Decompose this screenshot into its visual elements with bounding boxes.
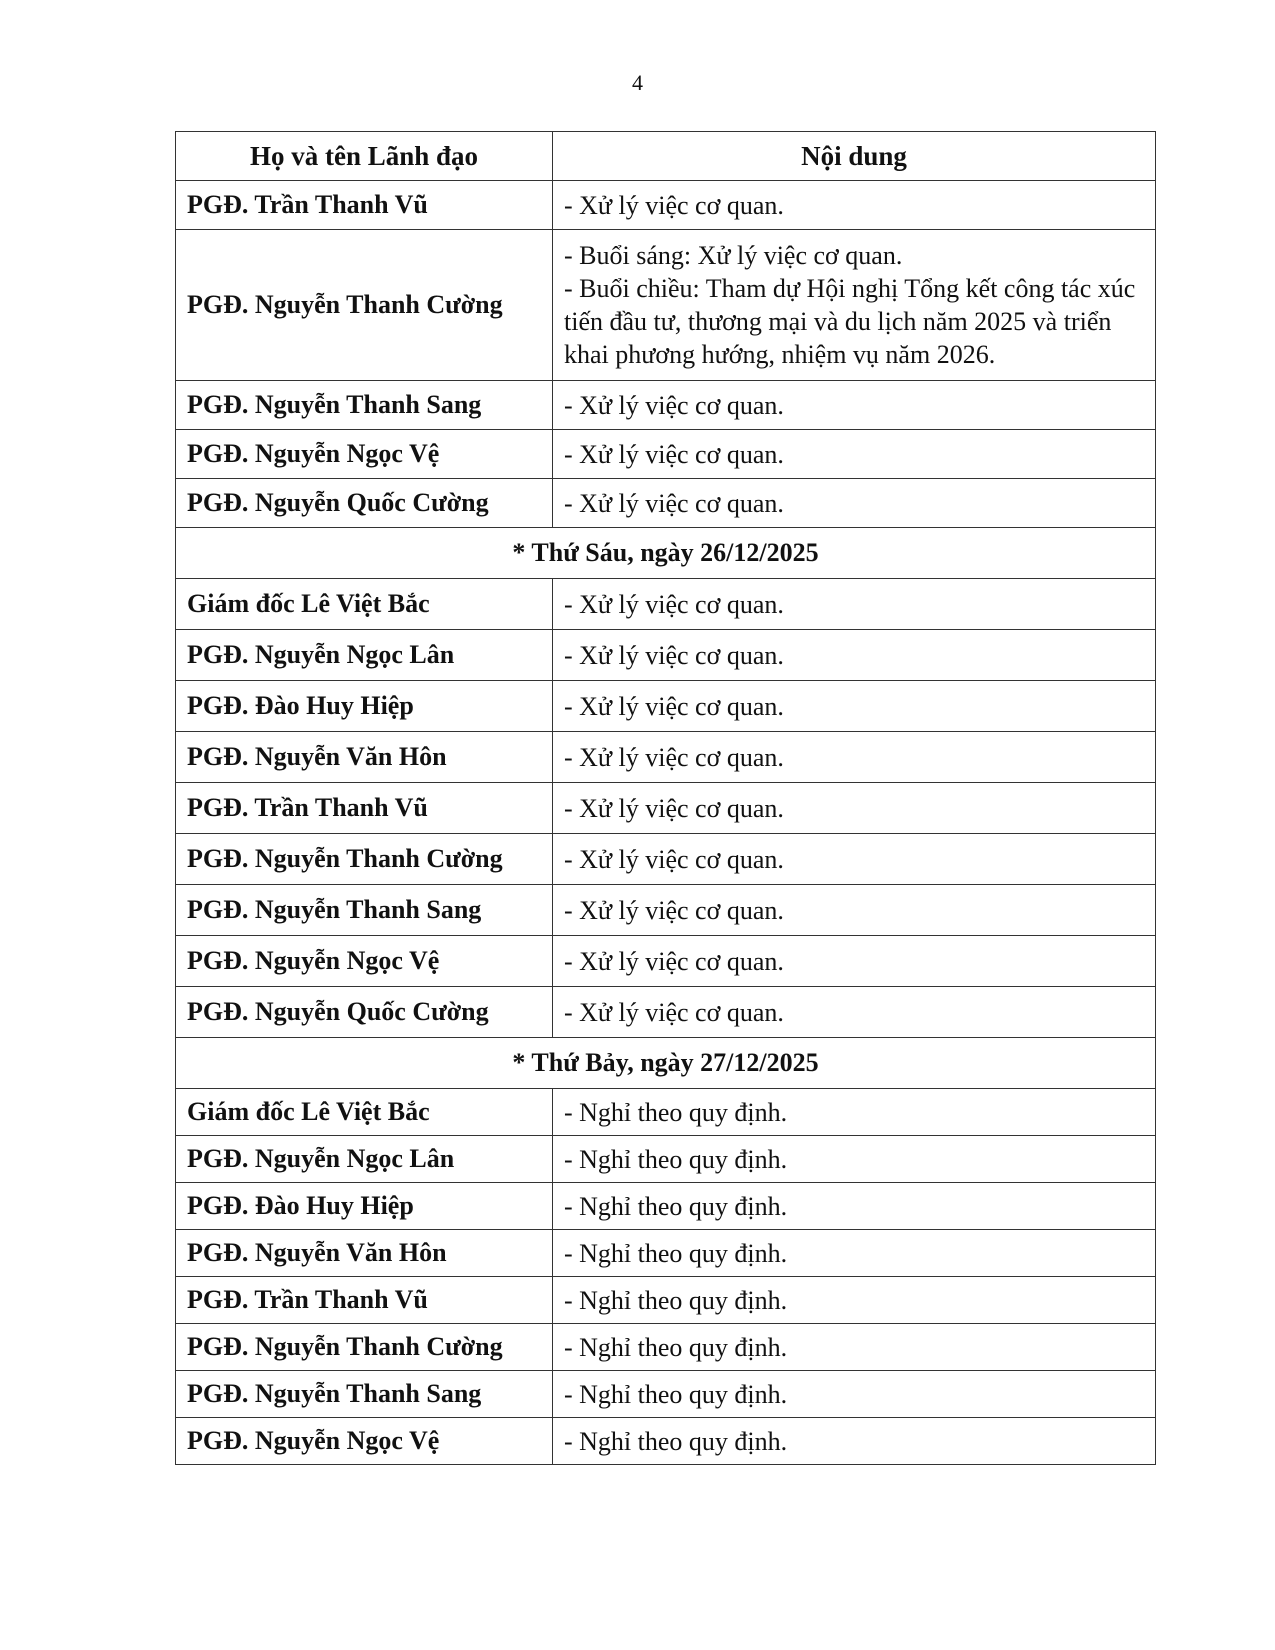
header-leader: Họ và tên Lãnh đạo (176, 132, 553, 181)
table-row (176, 783, 1156, 834)
task-content: - Xử lý việc cơ quan. (553, 430, 1156, 479)
day-header-row (176, 528, 1156, 579)
leader-name: PGĐ. Nguyễn Ngọc Vệ (176, 936, 553, 987)
table-row (176, 987, 1156, 1038)
table-row (176, 1324, 1156, 1371)
task-content: - Nghỉ theo quy định. (553, 1277, 1156, 1324)
table-row (176, 630, 1156, 681)
leader-name: PGĐ. Nguyễn Quốc Cường (176, 987, 553, 1038)
table-row (176, 181, 1156, 230)
table-row (176, 681, 1156, 732)
page-number: 4 (632, 70, 643, 95)
task-content: - Nghỉ theo quy định. (553, 1136, 1156, 1183)
leader-name: Giám đốc Lê Việt Bắc (176, 579, 553, 630)
task-content: - Xử lý việc cơ quan. (553, 681, 1156, 732)
day-header-friday: * Thứ Sáu, ngày 26/12/2025 (176, 528, 1156, 579)
table-row (176, 1230, 1156, 1277)
table-row (176, 1183, 1156, 1230)
header-content: Nội dung (553, 132, 1156, 181)
leader-name: PGĐ. Nguyễn Ngọc Lân (176, 1136, 553, 1183)
table-row (176, 230, 1156, 381)
leader-name: PGĐ. Nguyễn Văn Hôn (176, 732, 553, 783)
table-row (176, 381, 1156, 430)
leader-name: PGĐ. Nguyễn Ngọc Vệ (176, 1418, 553, 1465)
table-row (176, 1136, 1156, 1183)
table-row (176, 479, 1156, 528)
leader-name: PGĐ. Nguyễn Thanh Cường (176, 1324, 553, 1371)
leader-name: PGĐ. Nguyễn Thanh Sang (176, 1371, 553, 1418)
leader-name: PGĐ. Đào Huy Hiệp (176, 681, 553, 732)
table-row (176, 1277, 1156, 1324)
leader-name: PGĐ. Nguyễn Ngọc Vệ (176, 430, 553, 479)
leader-name: PGĐ. Đào Huy Hiệp (176, 1183, 553, 1230)
table-row (176, 834, 1156, 885)
leader-name: PGĐ. Trần Thanh Vũ (176, 1277, 553, 1324)
table-row (176, 1089, 1156, 1136)
task-content: - Xử lý việc cơ quan. (553, 783, 1156, 834)
task-content: - Xử lý việc cơ quan. (553, 987, 1156, 1038)
task-content: - Xử lý việc cơ quan. (553, 579, 1156, 630)
task-content: - Nghỉ theo quy định. (553, 1324, 1156, 1371)
day-header-row (176, 1038, 1156, 1089)
task-content: - Xử lý việc cơ quan. (553, 732, 1156, 783)
schedule-table (175, 131, 1156, 1465)
task-content: - Nghỉ theo quy định. (553, 1089, 1156, 1136)
task-line: - Buổi chiều: Tham dự Hội nghị Tổng kết công tác xúc tiến đầu tư, thương mại và du lịch năm 2025 và triển khai phương hướng, nhiệm vụ năm 2026. (564, 274, 1136, 369)
day-header-saturday: * Thứ Bảy, ngày 27/12/2025 (176, 1038, 1156, 1089)
task-content: - Nghỉ theo quy định. (553, 1418, 1156, 1465)
task-content: - Xử lý việc cơ quan. (553, 181, 1156, 230)
leader-name: PGĐ. Nguyễn Thanh Sang (176, 381, 553, 430)
task-content: - Xử lý việc cơ quan. (553, 936, 1156, 987)
leader-name: PGĐ. Nguyễn Quốc Cường (176, 479, 553, 528)
leader-name: PGĐ. Nguyễn Thanh Cường (176, 834, 553, 885)
leader-name: PGĐ. Nguyễn Thanh Cường (176, 230, 553, 381)
task-content: - Xử lý việc cơ quan. (553, 479, 1156, 528)
task-content: - Xử lý việc cơ quan. (553, 630, 1156, 681)
leader-name: PGĐ. Nguyễn Thanh Sang (176, 885, 553, 936)
leader-name: PGĐ. Trần Thanh Vũ (176, 783, 553, 834)
task-content (553, 230, 1156, 381)
task-content: - Xử lý việc cơ quan. (553, 834, 1156, 885)
table-row (176, 430, 1156, 479)
task-content: - Nghỉ theo quy định. (553, 1371, 1156, 1418)
leader-name: PGĐ. Nguyễn Văn Hôn (176, 1230, 553, 1277)
leader-name: PGĐ. Nguyễn Ngọc Lân (176, 630, 553, 681)
task-content: - Xử lý việc cơ quan. (553, 885, 1156, 936)
table-row (176, 1371, 1156, 1418)
task-line: - Buổi sáng: Xử lý việc cơ quan. (564, 241, 903, 270)
task-content: - Nghỉ theo quy định. (553, 1230, 1156, 1277)
task-content: - Nghỉ theo quy định. (553, 1183, 1156, 1230)
table-row (176, 1418, 1156, 1465)
table-row (176, 732, 1156, 783)
table-row (176, 579, 1156, 630)
task-content: - Xử lý việc cơ quan. (553, 381, 1156, 430)
table-row (176, 936, 1156, 987)
table-row (176, 885, 1156, 936)
leader-name: PGĐ. Trần Thanh Vũ (176, 181, 553, 230)
leader-name: Giám đốc Lê Việt Bắc (176, 1089, 553, 1136)
